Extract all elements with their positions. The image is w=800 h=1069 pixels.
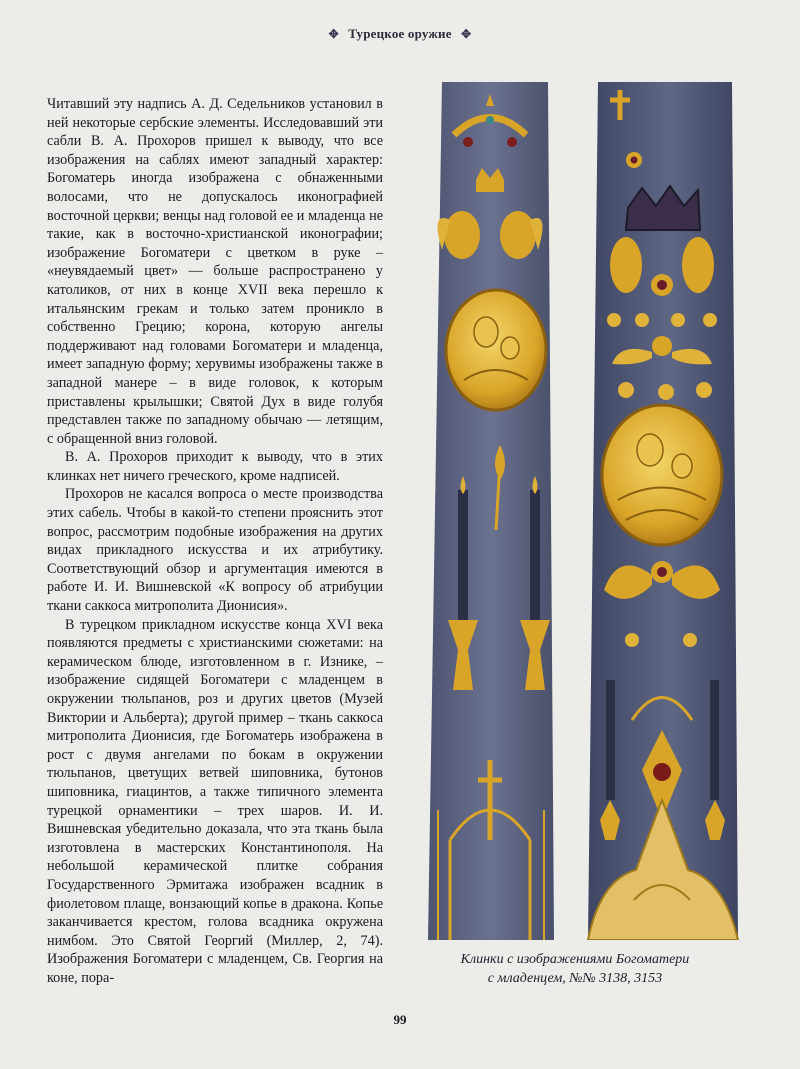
ornament-icon: ✥ (328, 27, 339, 41)
paragraph: Читавший эту надпись А. Д. Седельников установил в ней некоторые сербские элементы. Исследовавший эти сабли В. А. Прохоров пришел к выводу, что все изображения на саблях имеют западный характер: Богоматерь иногда изображена с обнаженными волосами, что не допускалось иконографией восточной церкви; венцы над головой ее и младенца не такие, как в восточно-христианской иконографии; изображение Богоматери с цветком в руке – «неувядаемый цвет» — больше распространено у католиков, от них в конце XVII века перешло к итальянским грекам и только затем проникло в собственно Грецию; корона, которую ангелы поддерживают над головами Богоматери и младенца, имеет западную форму; херувимы изображены также в западной манере – в виде головок, к которым приставлены крылышки; Святой Дух в виде голубя представлен также по западному обычаю — летящим, с обращенной вниз головой. (47, 96, 383, 447)
page-number: 99 (393, 1012, 407, 1027)
figure-caption (420, 950, 730, 988)
caption-line: Клинки с изображениями Богоматери (460, 952, 690, 967)
body-text (47, 95, 383, 988)
caption-line: с младенцем, №№ 3138, 3153 (487, 971, 663, 986)
ornament-icon: ✥ (461, 27, 472, 41)
paragraph: В. А. Прохоров приходит к выводу, что в этих клинках нет ничего греческого, кроме надписей. (47, 449, 383, 484)
blade-right (588, 82, 738, 940)
paragraph: Прохоров не касался вопроса о месте производства этих сабель. Чтобы в какой-то степени прояснить этот вопрос, рассмотрим подобные изображения на других видах прикладного искусства и их атрибутику. Соответствующий обзор и аргументация имеются в работе И. И. Вишневской «К вопросу об атрибуции ткани саккоса митрополита Дионисия». (47, 486, 383, 615)
blade-left (428, 82, 554, 940)
sabre-blades-photo (420, 80, 750, 940)
running-header-title: Турецкое оружие (348, 26, 452, 41)
paragraph: В турецком прикладном искусстве конца XVI века появляются предметы с христианскими сюжетами: на керамическом блюде, изготовленном в г. Изнике, – изображение сидящей Богоматери с младенцем в окружении тюльпанов, роз и других цветов (Музей Виктории и Альберта); другой пример – ткань саккоса митрополита Дионисия, где Богоматерь изображена в рост с двумя ангелами по бокам в окружении тюльпанов, цветущих ветвей шиповника, бутонов шиповника, гиацинтов, а также типичного элемента турецкой орнаментики – трех шаров. И. И. Вишневская убедительно доказала, что эта ткань была изготовлена в мастерских Константинополя. На небольшой керамической плитке собрания Государственного Эрмитажа изображен всадник в фиолетовом плаще, вонзающий копье в дракона. Копье заканчивается крестом, голова всадника окружена нимбом. Это Святой Георгий (Миллер, 2, 74). Изображения Богоматери с младенцем, Св. Георгия на коне, пора- (47, 616, 383, 986)
running-header (0, 26, 800, 42)
